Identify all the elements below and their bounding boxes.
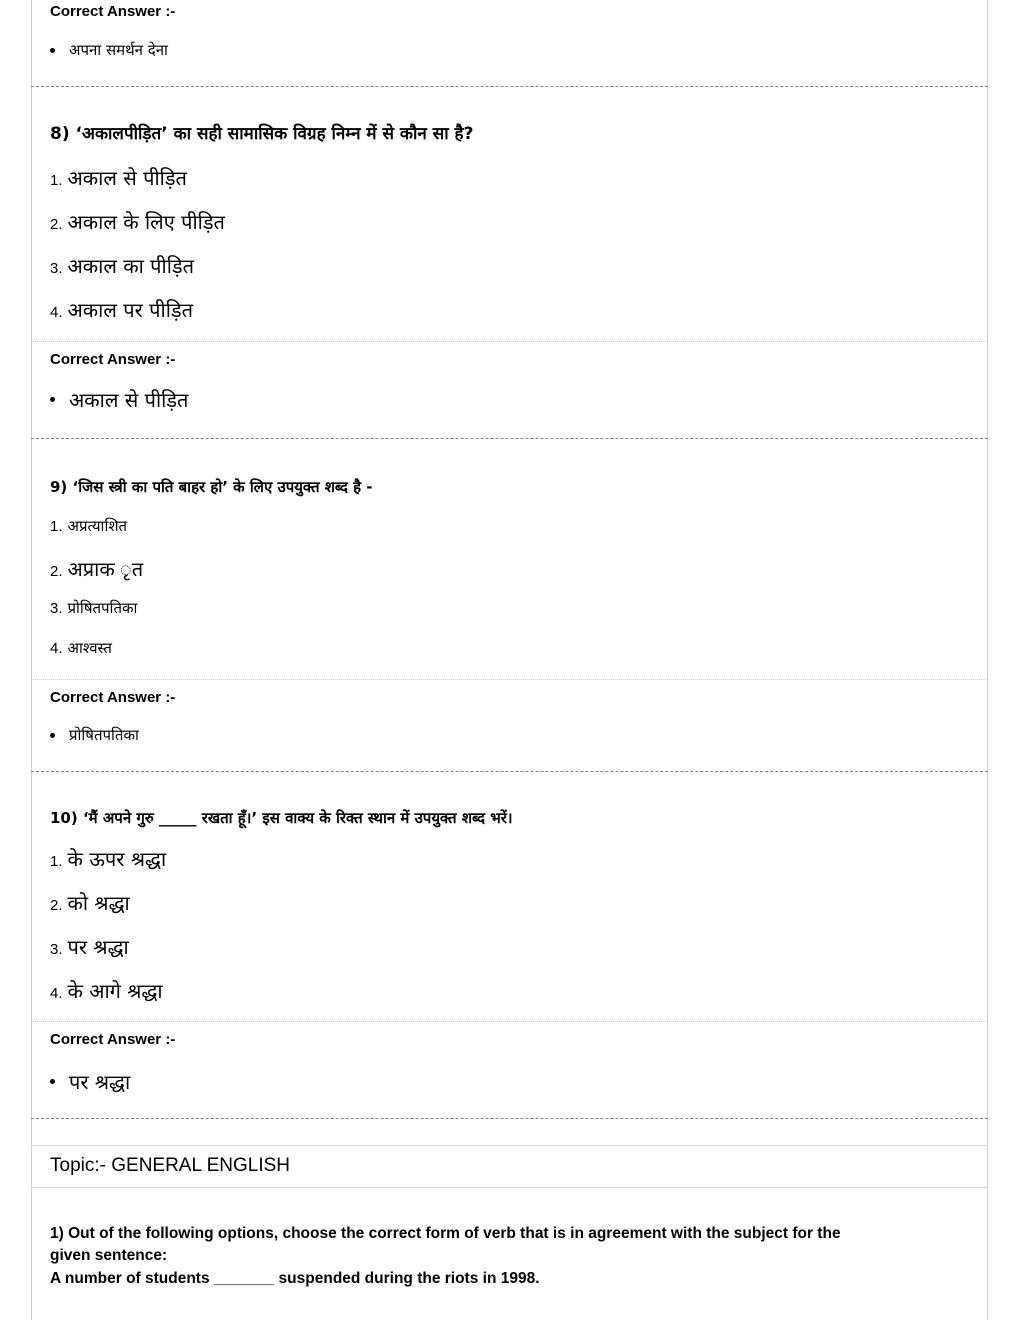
option-text: अप्रत्याशित [67, 517, 128, 535]
question-separator [31, 438, 988, 439]
bullet-icon [50, 733, 55, 738]
option-number: 3. [50, 941, 63, 958]
question-separator [31, 771, 988, 772]
answer-divider [31, 341, 988, 342]
option-number: 3. [50, 600, 63, 617]
option-text: पर श्रद्धा [67, 935, 129, 959]
option-text: अकाल से पीड़ित [67, 166, 187, 190]
correct-answer-text: अकाल से पीड़ित [69, 388, 189, 412]
option-number: 4. [50, 304, 63, 321]
topic-heading: Topic:- GENERAL ENGLISH [50, 1155, 291, 1176]
q9-option-1[interactable] [50, 516, 127, 536]
topic-bottom-border [31, 1187, 988, 1188]
correct-answer-label: Correct Answer :- [50, 351, 176, 368]
q10-option-3[interactable] [50, 933, 129, 960]
bullet-icon [50, 48, 55, 53]
answer-divider [31, 679, 988, 680]
option-text: के ऊपर श्रद्धा [67, 847, 167, 871]
q9-option-4[interactable] [50, 638, 112, 658]
option-text: को श्रद्धा [67, 891, 130, 915]
question-8-text: 8) ‘अकालपीड़ित’ का सही सामासिक विग्रह निम्न में से कौन सा है? [50, 124, 474, 144]
question-10-text: 10) ‘मैं अपने गुरु _____ रखता हूँ।’ इस वाक्य के रिक्त स्थान में उपयुक्त शब्द भरें। [50, 809, 513, 827]
option-number: 4. [50, 985, 63, 1002]
correct-answer-item [50, 725, 139, 745]
correct-answer-text: प्रोषितपतिका [69, 726, 139, 744]
content-frame [31, 0, 988, 1320]
bullet-icon [50, 397, 55, 402]
option-text: प्रोषितपतिका [67, 599, 138, 617]
question-separator [31, 1118, 988, 1119]
option-number: 1. [50, 518, 63, 535]
option-number: 3. [50, 260, 63, 277]
option-number: 4. [50, 640, 63, 657]
answer-divider [31, 1021, 988, 1022]
q10-option-1[interactable] [50, 845, 166, 872]
topic-top-border [31, 1145, 988, 1146]
option-number: 2. [50, 216, 63, 233]
option-number: 1. [50, 172, 63, 189]
correct-answer-label: Correct Answer :- [50, 1031, 176, 1048]
q9-option-2[interactable] [50, 555, 143, 582]
english-question-1-line-1: 1) Out of the following options, choose the correct form of verb that is in agreement with the subject for the [50, 1225, 841, 1242]
correct-answer-label: Correct Answer :- [50, 689, 176, 706]
question-separator [31, 86, 988, 87]
correct-answer-label: Correct Answer :- [50, 3, 176, 20]
option-text: अकाल पर पीड़ित [67, 298, 193, 322]
q8-option-1[interactable] [50, 164, 187, 191]
option-text: अकाल का पीड़ित [67, 254, 194, 278]
correct-answer-item [50, 40, 168, 60]
q8-option-4[interactable] [50, 296, 193, 323]
option-number: 1. [50, 853, 63, 870]
option-text: आश्वस्त [67, 639, 112, 657]
q9-option-3[interactable] [50, 598, 137, 618]
bullet-icon [50, 1079, 55, 1084]
correct-answer-item [50, 386, 188, 413]
option-text: अप्राक ृत [67, 557, 144, 581]
option-number: 2. [50, 563, 63, 580]
correct-answer-item [50, 1068, 130, 1095]
english-question-1-line-2: given sentence: [50, 1247, 168, 1264]
correct-answer-text: पर श्रद्धा [69, 1070, 131, 1094]
option-number: 2. [50, 897, 63, 914]
option-text: के आगे श्रद्धा [67, 979, 163, 1003]
question-9-text: 9) ‘जिस स्त्री का पति बाहर हो’ के लिए उपयुक्त शब्द है - [50, 478, 373, 496]
q10-option-4[interactable] [50, 977, 163, 1004]
q10-option-2[interactable] [50, 889, 130, 916]
q8-option-3[interactable] [50, 252, 194, 279]
correct-answer-text: अपना समर्थन देना [69, 41, 168, 59]
option-text: अकाल के लिए पीड़ित [67, 210, 225, 234]
q8-option-2[interactable] [50, 208, 225, 235]
english-question-1-line-3: A number of students _______ suspended during the riots in 1998. [50, 1270, 540, 1287]
